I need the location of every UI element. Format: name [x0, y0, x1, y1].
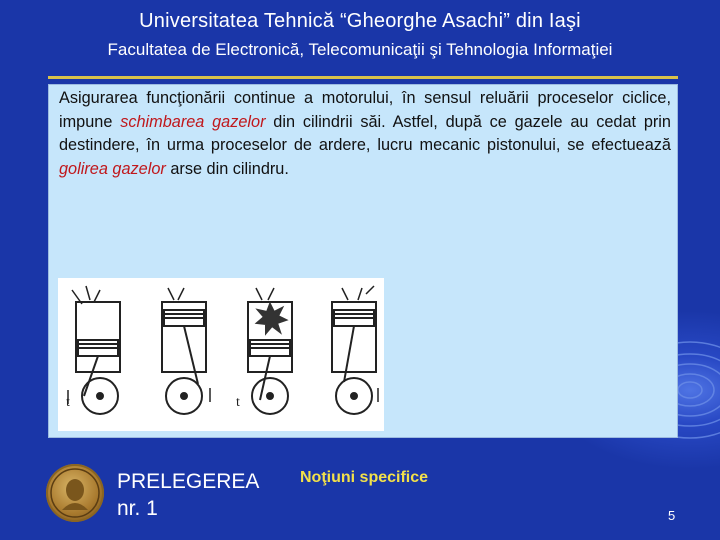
content-panel [48, 84, 678, 438]
university-seal-medallion [46, 464, 104, 522]
body-text-part2: din cilindrii săi. Astfel, după ce gazele au cedat prin destindere, în urma proceselor de ardere, lucru mecanic pistonului, se efectuează [59, 112, 671, 154]
cylinder-compression [162, 288, 210, 414]
university-title: Universitatea Tehnică “Gheorghe Asachi” din Iaşi [139, 10, 581, 32]
body-text-part3: arse din cilindru. [165, 159, 289, 178]
body-paragraph [59, 87, 671, 181]
portrait-medallion-icon [46, 464, 104, 522]
svg-text:t: t [236, 395, 240, 410]
lecture-label [117, 468, 259, 522]
highlight-gas-exchange: schimbarea gazelor [120, 112, 266, 131]
lecture-number: nr. 1 [117, 497, 158, 520]
header-divider [48, 76, 678, 79]
cylinder-intake [66, 286, 120, 414]
faculty-subtitle: Facultatea de Electronică, Telecomunicaţii şi Tehnologia Informaţiei [107, 40, 613, 59]
cylinder-power [236, 288, 292, 414]
slide-page-number: 5 [668, 508, 676, 523]
highlight-gas-exhaust: golirea gazelor [59, 159, 166, 178]
svg-text:t: t [66, 395, 70, 410]
body-text-part1: Asigurarea funcţionării continue a motorului, în sensul reluării proceselor ciclice, impune [59, 89, 671, 131]
lecture-topic: Noţiuni specifice [300, 469, 429, 486]
lecture-title: PRELEGEREA [117, 470, 260, 493]
engine-cycle-figure [58, 278, 384, 431]
cylinder-exhaust [332, 286, 378, 414]
engine-strokes-illustration [58, 278, 384, 431]
